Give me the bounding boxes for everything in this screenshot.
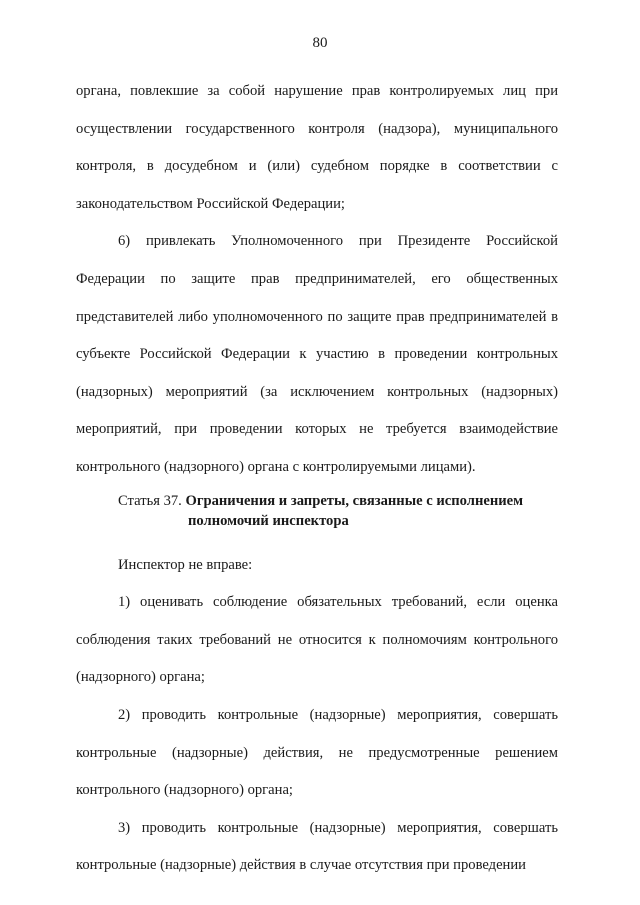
page-number: 80 [312,35,328,51]
paragraph-item-6: 6) привлекать Уполномоченного при Президенте Российской Федерации по защите прав предпринимателей, его общественных представителей либо уполномоченного по защите прав предпринимателей в субъекте Российской Федерации к участию в проведении контрольных (надзорных) мероприятий (за исключением контрольных (надзорных) мероприятий, при проведении которых не требуется взаимодействие контрольного (надзорного) органа с контролируемыми лицами). [76,233,558,475]
article-title: Ограничения и запреты, связанные с исполнением [185,492,524,509]
article-title-continuation: полномочий инспектора [188,512,349,529]
document-body [76,73,558,885]
paragraph-continuation: органа, повлекшие за собой нарушение прав контролируемых лиц при осуществлении государственного контроля (надзора), муниципального контроля, в досудебном и (или) судебном порядке в соответствии с законодательством Российской Федерации; [76,83,558,212]
paragraph-item-2: 2) проводить контрольные (надзорные) мероприятия, совершать контрольные (надзорные) действия, не предусмотренные решением контрольного (надзорного) органа; [76,706,558,799]
paragraph-item-1: 1) оценивать соблюдение обязательных требований, если оценка соблюдения таких требований не относится к полномочиям контрольного (надзорного) органа; [76,594,558,686]
paragraph-item-3: 3) проводить контрольные (надзорные) мероприятия, совершать контрольные (надзорные) действия в случае отсутствия при проведении [76,819,558,874]
article-number: Статья 37. [118,492,182,509]
paragraph-intro: Инспектор не вправе: [118,556,253,573]
article-heading [76,491,558,531]
